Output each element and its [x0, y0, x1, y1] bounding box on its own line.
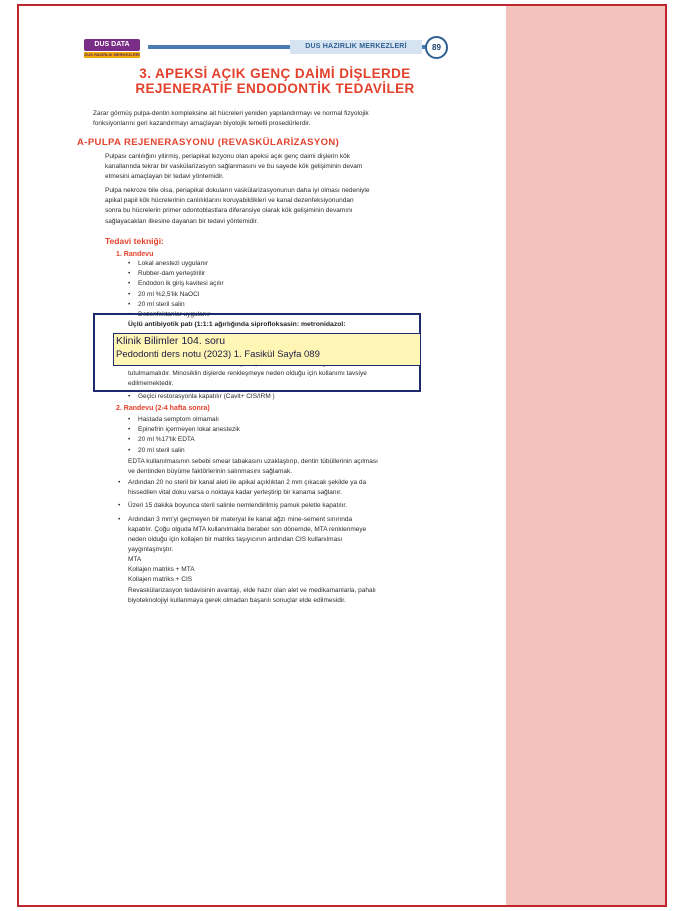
list-item: • Epinefrin içermeyen lokal anestezik — [126, 425, 240, 435]
para-line: biyoteknolojiyi kullanmaya gerek olmadan başarılı sonuçlar elde edilmesidir. — [128, 597, 346, 605]
paragraph-1 — [105, 152, 362, 183]
visit-1-heading: 1. Randevu — [116, 251, 154, 258]
title-line-2: REJENERATİF ENDODONTİK TEDAVİLER — [135, 81, 415, 96]
list-item: • 20 ml steril salin — [126, 446, 240, 456]
para-line: ve dentinden büyüme faktörlerinin salınmasını sağlamak. — [128, 468, 293, 476]
temp-restoration-list — [126, 392, 275, 402]
note-line-1: Klinik Bilimler 104. soru — [116, 335, 226, 347]
visit-2-heading: 2. Randevu (2-4 hafta sonra) — [116, 405, 210, 412]
para-line: sağlayacakları ilkesine dayanan bir tedavi yöntemidir. — [105, 217, 259, 225]
para-line: etmesini amaçlayan bir tedavi yöntemidir. — [105, 173, 224, 181]
logo-subtext: DUS HAZIRLIK MERKEZLERİ — [84, 52, 140, 57]
list-item: • Rubber-dam yerleştirilir — [126, 269, 224, 279]
list-item: • Dezenfektanlar uygulanır — [126, 310, 224, 320]
para-line: Pulpası canlılığını yitirmiş, periapikal lezyonu olan apeksi açık genç daimi dişlerin kök — [105, 153, 350, 160]
list-item: • 20 ml steril salin — [126, 300, 224, 310]
edta-paragraph — [128, 457, 378, 477]
section-heading-a: A-PULPA REJENERASYONU (REVASKÜLARİZASYON) — [77, 137, 340, 148]
item-line: neden olduğu için kollajen bir matriks taşıyıcının ardından CIS kullanılması — [128, 536, 343, 544]
para-line: kanallarında tekrar bir vaskülarizasyon sağlanmasını ve bu sayede kök gelişiminin devam — [105, 163, 363, 171]
closing-paragraph — [128, 586, 376, 606]
list-item — [116, 515, 416, 556]
item-line: • Ardından 20 no steril bir kanal aleti ile apikal açıklıktan 2 mm çıkacak şekilde ya da — [128, 479, 367, 486]
para-line: tutulmamalıdır. Minosiklin dişlerde renkleşmeye neden olduğu için kullanımı tavsiye — [128, 370, 367, 377]
list-item: • Endodon ik giriş kavitesi açılır — [126, 279, 224, 289]
list-item — [116, 501, 416, 511]
list-item: • 20 ml %2,5'lik NaOCl — [126, 290, 224, 300]
note-line-2: Pedodonti ders notu (2023) 1. Fasikül Sayfa 089 — [116, 349, 320, 360]
material-item: MTA — [128, 556, 142, 563]
title-line-1: 3. APEKSİ AÇIK GENÇ DAİMİ DİŞLERDE — [139, 66, 411, 81]
item-line: kapatılır. Çoğu olguda MTA kullanılmakla beraber son dönemde, MTA renklenmeye — [128, 525, 367, 533]
side-panel — [506, 6, 667, 907]
item-line: • Üzeri 15 dakika boyunca steril salinle nemlendirilmiş pamuk peletle kapatılır. — [128, 502, 347, 510]
list-item: • Hastada semptom olmamalı — [126, 415, 240, 425]
material-item: Kollajen matriks + CIS — [128, 576, 193, 584]
brand-logo — [84, 39, 140, 59]
paragraph-2 — [105, 186, 370, 227]
intro-paragraph — [93, 109, 369, 129]
list-item: • 20 ml %17'lik EDTA — [126, 435, 240, 445]
para-line: apikal papil kök hücrelerinin canlılıklarını koruyabildikleri ve kanal dezenfeksiyonundan — [105, 197, 354, 205]
technique-heading: Tedavi tekniği: — [105, 236, 164, 246]
logo-text: DUS DATA — [84, 39, 140, 51]
para-line: edilmemektedir. — [128, 380, 174, 388]
list-item — [116, 478, 416, 498]
intro-line: Zarar görmüş pulpa-dentin kompleksine ait hücreleri yeniden yapılandırmayı ve normal fizyolojik — [93, 110, 369, 117]
materials-list — [128, 555, 195, 586]
header-section-label: DUS HAZIRLIK MERKEZLERİ — [290, 40, 422, 54]
visit-1-list — [126, 259, 224, 320]
para-line: Revaskülarizasyon tedavisinin avantajı, elde hazır olan alet ve medikamanlarla, pahalı — [128, 587, 376, 594]
page-number: 89 — [425, 36, 448, 59]
chapter-title — [95, 66, 455, 96]
list-item: • Lokal anestezi uygulanır — [126, 259, 224, 269]
list-item: • Geçici restorasyonla kapatılır (Cavit+ CIS/IRM ) — [126, 392, 275, 402]
para-line: EDTA kullanılmasının sebebi smear tabakasını uzaklaştırıp, dentin tübüllerinin açılması — [128, 458, 378, 465]
para-line: Pulpa nekroze bile olsa, periapikal dokuların vaskülarizasyonunun daha iyi olması nedeniyle — [105, 187, 370, 194]
item-line: yaygınlaşmıştır. — [128, 546, 174, 554]
antibiotic-line: Üçlü antibiyotik patı (1:1:1 ağırlığında siprofloksasin: metronidazol: — [128, 321, 346, 328]
intro-line: fonksiyonlarını geri kazandırmayı amaçlayan biyolojik temelli prosedürlerdir. — [93, 120, 311, 128]
procedure-list — [116, 478, 416, 555]
para-line: sonra bu hücrelerin primer odontoblastlara diferansiye olarak kök gelişiminin devamını — [105, 207, 353, 215]
item-line: hissedilen vital doku varsa o noktaya kadar yerleştirip bir kanama sağlanır. — [128, 489, 342, 497]
material-item: Kollajen matriks + MTA — [128, 566, 195, 574]
item-line: • Ardından 3 mm'yi geçmeyen bir materyal ile kanal ağzı mine-sement sınırında — [128, 515, 353, 523]
visit-2-list — [126, 415, 240, 456]
